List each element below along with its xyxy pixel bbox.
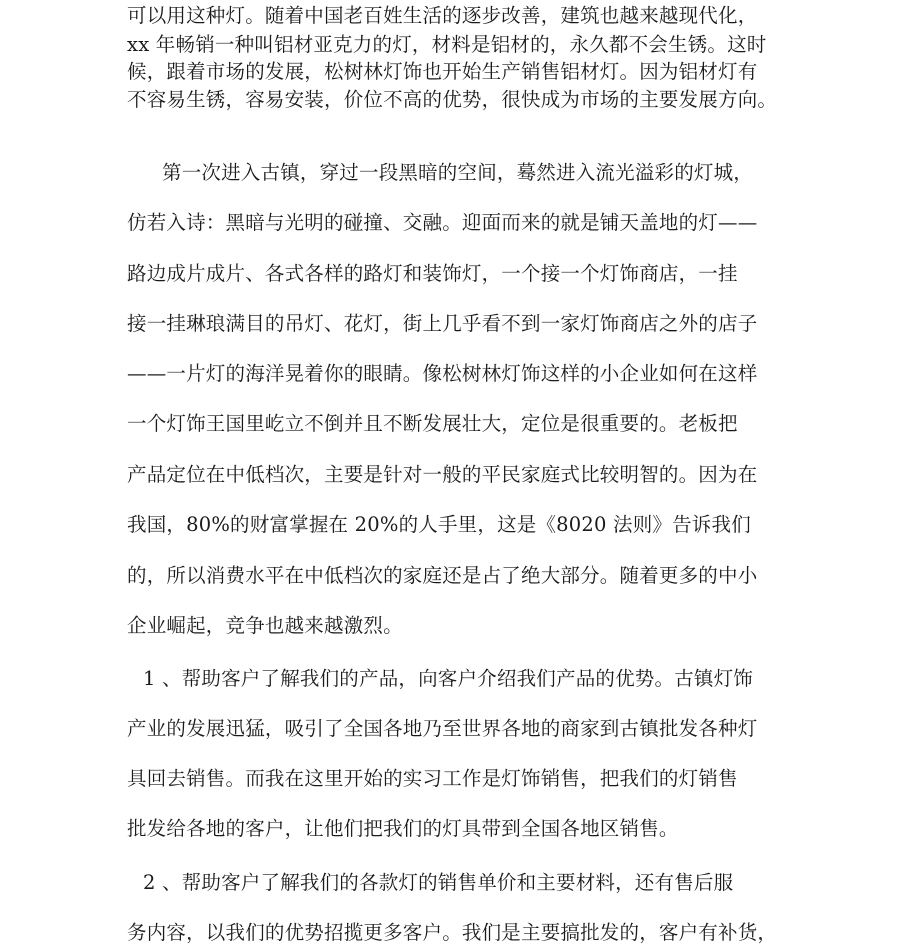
text-line: xx 年畅销一种叫铝材亚克力的灯，材料是铝材的，永久都不会生锈。这时	[127, 33, 767, 56]
text-line: 的，所以消费水平在中低档次的家庭还是占了绝大部分。随着更多的中小	[127, 564, 758, 587]
text-line: 一个灯饰王国里屹立不倒并且不断发展壮大，定位是很重要的。老板把	[127, 412, 738, 435]
text-line: 路边成片成片、各式各样的路灯和装饰灯，一个接一个灯饰商店，一挂	[127, 262, 738, 285]
text-line: ——一片灯的海洋晃着你的眼睛。像松树林灯饰这样的小企业如何在这样	[127, 362, 758, 385]
text-line: 我国，80%的财富掌握在 20%的人手里，这是《8020 法则》告诉我们	[127, 513, 751, 536]
text-line: 1 、帮助客户了解我们的产品，向客户介绍我们产品的优势。古镇灯饰	[143, 667, 754, 690]
text-line: 产品定位在中低档次，主要是针对一般的平民家庭式比较明智的。因为在	[127, 463, 758, 486]
text-line: 2 、帮助客户了解我们的各款灯的销售单价和主要材料，还有售后服	[143, 871, 734, 894]
text-line: 候，跟着市场的发展，松树林灯饰也开始生产销售铝材灯。因为铝材灯有	[127, 60, 758, 83]
text-line: 务内容，以我们的优势招揽更多客户。我们是主要搞批发的，客户有补货，	[127, 921, 778, 944]
text-line: 可以用这种灯。随着中国老百姓生活的逐步改善，建筑也越来越现代化，	[127, 4, 758, 27]
text-line: 不容易生锈，容易安装，价位不高的优势，很快成为市场的主要发展方向。	[127, 88, 778, 111]
text-line: 具回去销售。而我在这里开始的实习工作是灯饰销售，把我们的灯销售	[127, 767, 738, 790]
text-line: 企业崛起，竞争也越来越激烈。	[127, 614, 403, 637]
text-line: 批发给各地的客户，让他们把我们的灯具带到全国各地区销售。	[127, 817, 679, 840]
text-line: 仿若入诗：黑暗与光明的碰撞、交融。迎面而来的就是铺天盖地的灯——	[127, 211, 758, 234]
text-line: 产业的发展迅猛，吸引了全国各地乃至世界各地的商家到古镇批发各种灯	[127, 717, 758, 740]
text-line: 第一次进入古镇，穿过一段黑暗的空间，蓦然进入流光溢彩的灯城，	[162, 161, 754, 184]
text-line: 接一挂琳琅满目的吊灯、花灯，街上几乎看不到一家灯饰商店之外的店子	[127, 312, 758, 335]
